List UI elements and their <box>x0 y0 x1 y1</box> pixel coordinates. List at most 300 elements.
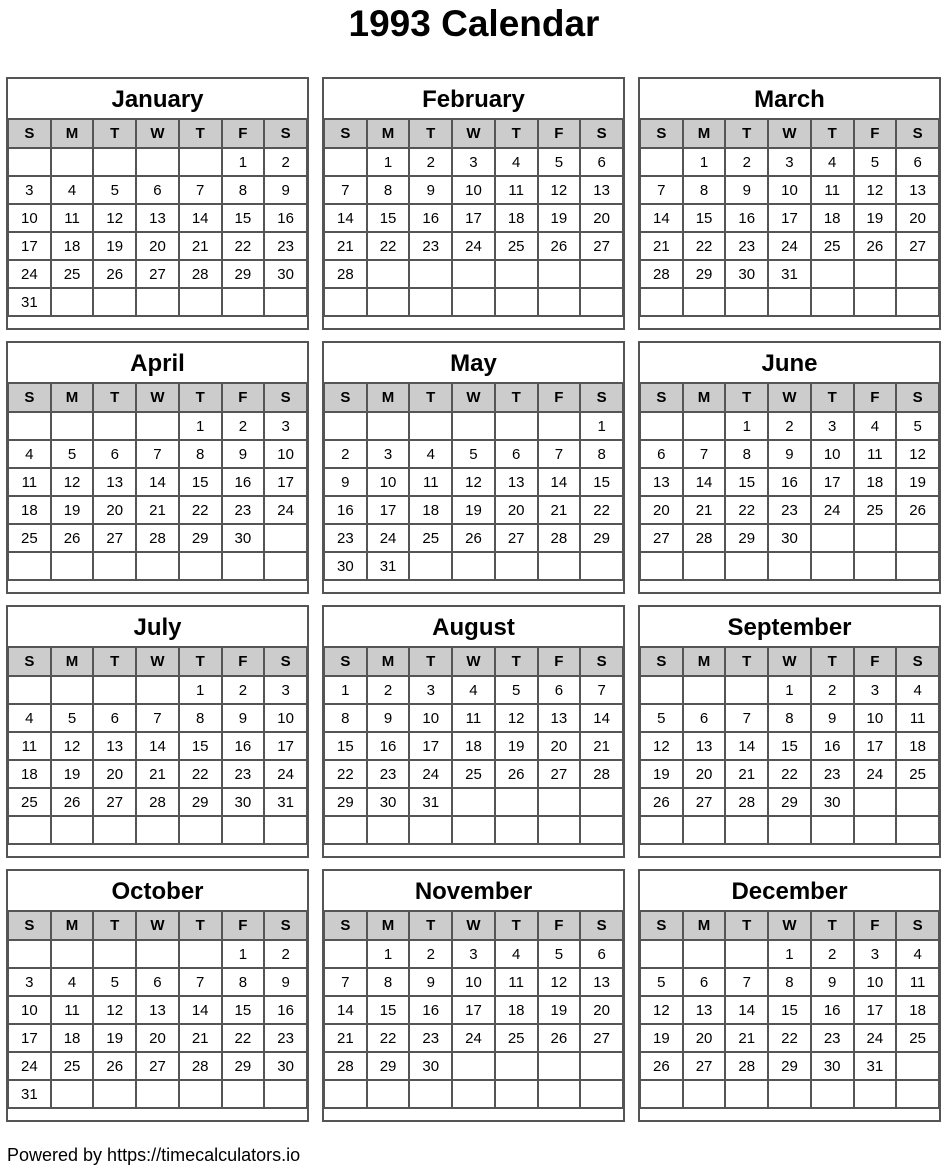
day-cell: 23 <box>264 1024 307 1052</box>
weekday-header-row <box>8 383 307 412</box>
empty-day-cell <box>8 412 51 440</box>
empty-day-cell <box>495 816 538 844</box>
week-row <box>8 816 307 844</box>
day-cell: 9 <box>367 704 410 732</box>
day-cell: 6 <box>640 440 683 468</box>
empty-day-cell <box>264 524 307 552</box>
footer-credit: Powered by https://timecalculators.io <box>7 1145 301 1165</box>
day-cell: 3 <box>8 176 51 204</box>
day-cell: 10 <box>8 996 51 1024</box>
day-cell: 23 <box>222 496 265 524</box>
weekday-header: F <box>538 383 581 412</box>
day-cell: 27 <box>136 260 179 288</box>
week-row <box>640 816 939 844</box>
day-cell: 1 <box>768 940 811 968</box>
empty-day-cell <box>580 788 623 816</box>
empty-day-cell <box>495 552 538 580</box>
weekday-header-row <box>640 383 939 412</box>
week-row <box>640 760 939 788</box>
week-row <box>324 996 623 1024</box>
day-cell: 9 <box>811 968 854 996</box>
day-cell: 21 <box>725 760 768 788</box>
day-cell: 30 <box>264 1052 307 1080</box>
day-cell: 26 <box>495 760 538 788</box>
empty-day-cell <box>452 1052 495 1080</box>
weekday-header-row <box>324 383 623 412</box>
weekday-header: S <box>324 383 367 412</box>
day-cell: 14 <box>324 996 367 1024</box>
weekday-header: S <box>264 911 307 940</box>
week-row <box>8 524 307 552</box>
day-cell: 4 <box>854 412 897 440</box>
empty-day-cell <box>136 1080 179 1108</box>
week-row <box>640 232 939 260</box>
day-cell: 7 <box>136 704 179 732</box>
day-cell: 8 <box>367 176 410 204</box>
day-cell: 27 <box>93 524 136 552</box>
empty-day-cell <box>538 1080 581 1108</box>
day-cell: 29 <box>367 1052 410 1080</box>
day-cell: 17 <box>8 232 51 260</box>
day-cell: 23 <box>324 524 367 552</box>
month-table <box>7 646 308 845</box>
day-cell: 29 <box>324 788 367 816</box>
day-cell: 7 <box>725 968 768 996</box>
day-cell: 25 <box>896 760 939 788</box>
empty-day-cell <box>367 412 410 440</box>
week-row <box>324 440 623 468</box>
weekday-header: S <box>580 911 623 940</box>
day-cell: 1 <box>683 148 726 176</box>
month-table <box>7 910 308 1109</box>
month-table <box>323 646 624 845</box>
day-cell: 23 <box>409 232 452 260</box>
day-cell: 26 <box>51 788 94 816</box>
day-cell: 22 <box>222 1024 265 1052</box>
empty-day-cell <box>768 1080 811 1108</box>
empty-day-cell <box>136 940 179 968</box>
week-row <box>324 1052 623 1080</box>
day-cell: 21 <box>580 732 623 760</box>
day-cell: 23 <box>222 760 265 788</box>
day-cell: 19 <box>640 1024 683 1052</box>
empty-day-cell <box>580 288 623 316</box>
day-cell: 9 <box>222 440 265 468</box>
week-row <box>8 552 307 580</box>
day-cell: 12 <box>640 732 683 760</box>
day-cell: 14 <box>179 204 222 232</box>
week-row <box>8 676 307 704</box>
day-cell: 15 <box>725 468 768 496</box>
weekday-header: F <box>222 647 265 676</box>
week-row <box>8 968 307 996</box>
weekday-header: S <box>8 383 51 412</box>
day-cell: 27 <box>495 524 538 552</box>
weekday-header: S <box>264 383 307 412</box>
day-cell: 17 <box>768 204 811 232</box>
day-cell: 28 <box>136 524 179 552</box>
empty-day-cell <box>495 260 538 288</box>
day-cell: 6 <box>683 968 726 996</box>
day-cell: 21 <box>725 1024 768 1052</box>
week-row <box>8 1052 307 1080</box>
day-cell: 9 <box>768 440 811 468</box>
weekday-header: T <box>179 119 222 148</box>
month-name: May <box>450 350 497 377</box>
month-name: August <box>432 614 515 641</box>
weekday-header: W <box>768 119 811 148</box>
weekday-header: T <box>495 647 538 676</box>
day-cell: 4 <box>8 440 51 468</box>
month-name: March <box>754 86 825 113</box>
day-cell: 17 <box>854 732 897 760</box>
weekday-header-row <box>8 647 307 676</box>
day-cell: 3 <box>264 676 307 704</box>
day-cell: 2 <box>264 940 307 968</box>
day-cell: 19 <box>93 232 136 260</box>
day-cell: 13 <box>93 732 136 760</box>
day-cell: 9 <box>725 176 768 204</box>
day-cell: 19 <box>452 496 495 524</box>
weekday-header: T <box>725 911 768 940</box>
day-cell: 11 <box>51 204 94 232</box>
day-cell: 16 <box>222 732 265 760</box>
weekday-header: T <box>93 119 136 148</box>
empty-day-cell <box>811 816 854 844</box>
day-cell: 10 <box>367 468 410 496</box>
week-row <box>8 176 307 204</box>
day-cell: 26 <box>452 524 495 552</box>
weekday-header: M <box>51 911 94 940</box>
month-name: July <box>133 614 182 641</box>
empty-day-cell <box>896 1080 939 1108</box>
day-cell: 17 <box>811 468 854 496</box>
day-cell: 22 <box>324 760 367 788</box>
day-cell: 6 <box>93 704 136 732</box>
day-cell: 22 <box>580 496 623 524</box>
day-cell: 17 <box>367 496 410 524</box>
day-cell: 18 <box>896 732 939 760</box>
weekday-header: T <box>179 647 222 676</box>
day-cell: 13 <box>896 176 939 204</box>
weekday-header-row <box>8 119 307 148</box>
day-cell: 25 <box>452 760 495 788</box>
day-cell: 17 <box>409 732 452 760</box>
empty-day-cell <box>51 288 94 316</box>
empty-day-cell <box>640 148 683 176</box>
day-cell: 10 <box>264 704 307 732</box>
empty-day-cell <box>93 148 136 176</box>
month-name: December <box>731 878 848 905</box>
weekday-header: W <box>136 383 179 412</box>
week-row <box>640 1024 939 1052</box>
day-cell: 24 <box>452 1024 495 1052</box>
day-cell: 19 <box>896 468 939 496</box>
empty-day-cell <box>580 1080 623 1108</box>
week-row <box>640 676 939 704</box>
day-cell: 10 <box>8 204 51 232</box>
empty-day-cell <box>409 552 452 580</box>
day-cell: 26 <box>854 232 897 260</box>
day-cell: 19 <box>51 496 94 524</box>
empty-day-cell <box>854 552 897 580</box>
week-row <box>8 704 307 732</box>
day-cell: 1 <box>324 676 367 704</box>
empty-day-cell <box>409 288 452 316</box>
week-row <box>8 288 307 316</box>
empty-day-cell <box>683 288 726 316</box>
weekday-header: W <box>136 911 179 940</box>
empty-day-cell <box>580 552 623 580</box>
day-cell: 30 <box>324 552 367 580</box>
day-cell: 14 <box>725 996 768 1024</box>
empty-day-cell <box>264 552 307 580</box>
day-cell: 10 <box>409 704 452 732</box>
empty-day-cell <box>367 288 410 316</box>
day-cell: 7 <box>136 440 179 468</box>
day-cell: 13 <box>683 732 726 760</box>
empty-day-cell <box>854 1080 897 1108</box>
weekday-header: M <box>683 119 726 148</box>
day-cell: 3 <box>8 968 51 996</box>
day-cell: 10 <box>854 704 897 732</box>
week-row <box>324 260 623 288</box>
week-row <box>640 288 939 316</box>
empty-day-cell <box>179 940 222 968</box>
day-cell: 15 <box>768 732 811 760</box>
empty-day-cell <box>683 816 726 844</box>
weekday-header: F <box>854 383 897 412</box>
day-cell: 18 <box>409 496 452 524</box>
empty-day-cell <box>538 552 581 580</box>
month-table <box>323 118 624 317</box>
empty-day-cell <box>683 412 726 440</box>
empty-day-cell <box>324 288 367 316</box>
day-cell: 30 <box>367 788 410 816</box>
day-cell: 4 <box>896 940 939 968</box>
day-cell: 31 <box>768 260 811 288</box>
week-row <box>324 1080 623 1108</box>
empty-day-cell <box>725 552 768 580</box>
empty-day-cell <box>640 816 683 844</box>
week-row <box>324 816 623 844</box>
day-cell: 3 <box>452 148 495 176</box>
day-cell: 23 <box>367 760 410 788</box>
empty-day-cell <box>811 288 854 316</box>
weekday-header: S <box>640 383 683 412</box>
empty-day-cell <box>93 816 136 844</box>
day-cell: 4 <box>495 940 538 968</box>
day-cell: 16 <box>811 732 854 760</box>
day-cell: 5 <box>854 148 897 176</box>
day-cell: 2 <box>324 440 367 468</box>
day-cell: 16 <box>367 732 410 760</box>
week-row <box>324 788 623 816</box>
weekday-header: W <box>136 119 179 148</box>
day-cell: 18 <box>896 996 939 1024</box>
day-cell: 7 <box>725 704 768 732</box>
day-cell: 29 <box>768 788 811 816</box>
day-cell: 15 <box>367 996 410 1024</box>
day-cell: 21 <box>324 1024 367 1052</box>
day-cell: 29 <box>683 260 726 288</box>
empty-day-cell <box>51 412 94 440</box>
day-cell: 23 <box>725 232 768 260</box>
weekday-header: W <box>768 383 811 412</box>
empty-day-cell <box>854 260 897 288</box>
day-cell: 11 <box>896 968 939 996</box>
day-cell: 11 <box>8 732 51 760</box>
weekday-header: T <box>409 383 452 412</box>
day-cell: 27 <box>580 232 623 260</box>
day-cell: 9 <box>811 704 854 732</box>
day-cell: 25 <box>409 524 452 552</box>
day-cell: 5 <box>93 968 136 996</box>
day-cell: 30 <box>725 260 768 288</box>
day-cell: 16 <box>409 204 452 232</box>
month-may <box>322 341 625 594</box>
weekday-header: T <box>811 911 854 940</box>
day-cell: 27 <box>93 788 136 816</box>
weekday-header: T <box>725 383 768 412</box>
day-cell: 31 <box>8 1080 51 1108</box>
week-row <box>8 468 307 496</box>
day-cell: 18 <box>51 1024 94 1052</box>
day-cell: 26 <box>93 260 136 288</box>
day-cell: 2 <box>768 412 811 440</box>
month-february <box>322 77 625 330</box>
day-cell: 3 <box>264 412 307 440</box>
day-cell: 14 <box>683 468 726 496</box>
week-row <box>640 552 939 580</box>
empty-day-cell <box>136 148 179 176</box>
day-cell: 28 <box>580 760 623 788</box>
week-row <box>8 996 307 1024</box>
empty-day-cell <box>93 940 136 968</box>
day-cell: 7 <box>324 968 367 996</box>
weekday-header: S <box>896 911 939 940</box>
week-row <box>640 524 939 552</box>
empty-day-cell <box>452 288 495 316</box>
day-cell: 6 <box>580 940 623 968</box>
weekday-header: F <box>538 647 581 676</box>
day-cell: 30 <box>264 260 307 288</box>
day-cell: 11 <box>409 468 452 496</box>
empty-day-cell <box>8 676 51 704</box>
week-row <box>8 496 307 524</box>
empty-day-cell <box>811 552 854 580</box>
weekday-header: S <box>264 119 307 148</box>
empty-day-cell <box>725 288 768 316</box>
day-cell: 29 <box>179 524 222 552</box>
day-cell: 8 <box>725 440 768 468</box>
day-cell: 16 <box>811 996 854 1024</box>
weekday-header: T <box>811 119 854 148</box>
empty-day-cell <box>324 816 367 844</box>
empty-day-cell <box>367 816 410 844</box>
month-table <box>639 118 940 317</box>
day-cell: 30 <box>409 1052 452 1080</box>
empty-day-cell <box>640 552 683 580</box>
weekday-header-row <box>324 911 623 940</box>
day-cell: 22 <box>768 1024 811 1052</box>
empty-day-cell <box>854 524 897 552</box>
day-cell: 27 <box>683 1052 726 1080</box>
day-cell: 25 <box>495 1024 538 1052</box>
day-cell: 25 <box>51 260 94 288</box>
month-september <box>638 605 941 858</box>
day-cell: 14 <box>179 996 222 1024</box>
day-cell: 12 <box>93 996 136 1024</box>
day-cell: 14 <box>136 468 179 496</box>
day-cell: 26 <box>640 788 683 816</box>
day-cell: 3 <box>452 940 495 968</box>
day-cell: 18 <box>8 760 51 788</box>
day-cell: 8 <box>580 440 623 468</box>
day-cell: 13 <box>580 176 623 204</box>
day-cell: 30 <box>222 524 265 552</box>
day-cell: 13 <box>580 968 623 996</box>
day-cell: 19 <box>51 760 94 788</box>
weekday-header: M <box>683 911 726 940</box>
empty-day-cell <box>367 1080 410 1108</box>
day-cell: 30 <box>222 788 265 816</box>
day-cell: 22 <box>683 232 726 260</box>
day-cell: 16 <box>264 996 307 1024</box>
week-row <box>8 440 307 468</box>
day-cell: 11 <box>896 704 939 732</box>
weekday-header: M <box>51 383 94 412</box>
day-cell: 12 <box>640 996 683 1024</box>
weekday-header: T <box>409 911 452 940</box>
week-row <box>324 524 623 552</box>
month-name: October <box>111 878 204 905</box>
week-row <box>640 412 939 440</box>
day-cell: 9 <box>222 704 265 732</box>
day-cell: 28 <box>683 524 726 552</box>
empty-day-cell <box>8 148 51 176</box>
day-cell: 4 <box>51 968 94 996</box>
weekday-header: T <box>811 647 854 676</box>
day-cell: 12 <box>896 440 939 468</box>
day-cell: 3 <box>854 940 897 968</box>
empty-day-cell <box>580 260 623 288</box>
day-cell: 7 <box>538 440 581 468</box>
day-cell: 11 <box>51 996 94 1024</box>
day-cell: 30 <box>811 788 854 816</box>
day-cell: 3 <box>768 148 811 176</box>
day-cell: 4 <box>8 704 51 732</box>
day-cell: 31 <box>8 288 51 316</box>
weekday-header: T <box>409 647 452 676</box>
day-cell: 6 <box>538 676 581 704</box>
empty-day-cell <box>452 412 495 440</box>
weekday-header: S <box>324 647 367 676</box>
day-cell: 4 <box>495 148 538 176</box>
day-cell: 23 <box>811 760 854 788</box>
day-cell: 14 <box>640 204 683 232</box>
month-name: April <box>130 350 185 377</box>
empty-day-cell <box>854 288 897 316</box>
day-cell: 30 <box>811 1052 854 1080</box>
empty-day-cell <box>811 524 854 552</box>
week-row <box>324 468 623 496</box>
day-cell: 27 <box>136 1052 179 1080</box>
weekday-header: M <box>683 383 726 412</box>
weekday-header: F <box>222 383 265 412</box>
day-cell: 19 <box>538 204 581 232</box>
day-cell: 11 <box>8 468 51 496</box>
